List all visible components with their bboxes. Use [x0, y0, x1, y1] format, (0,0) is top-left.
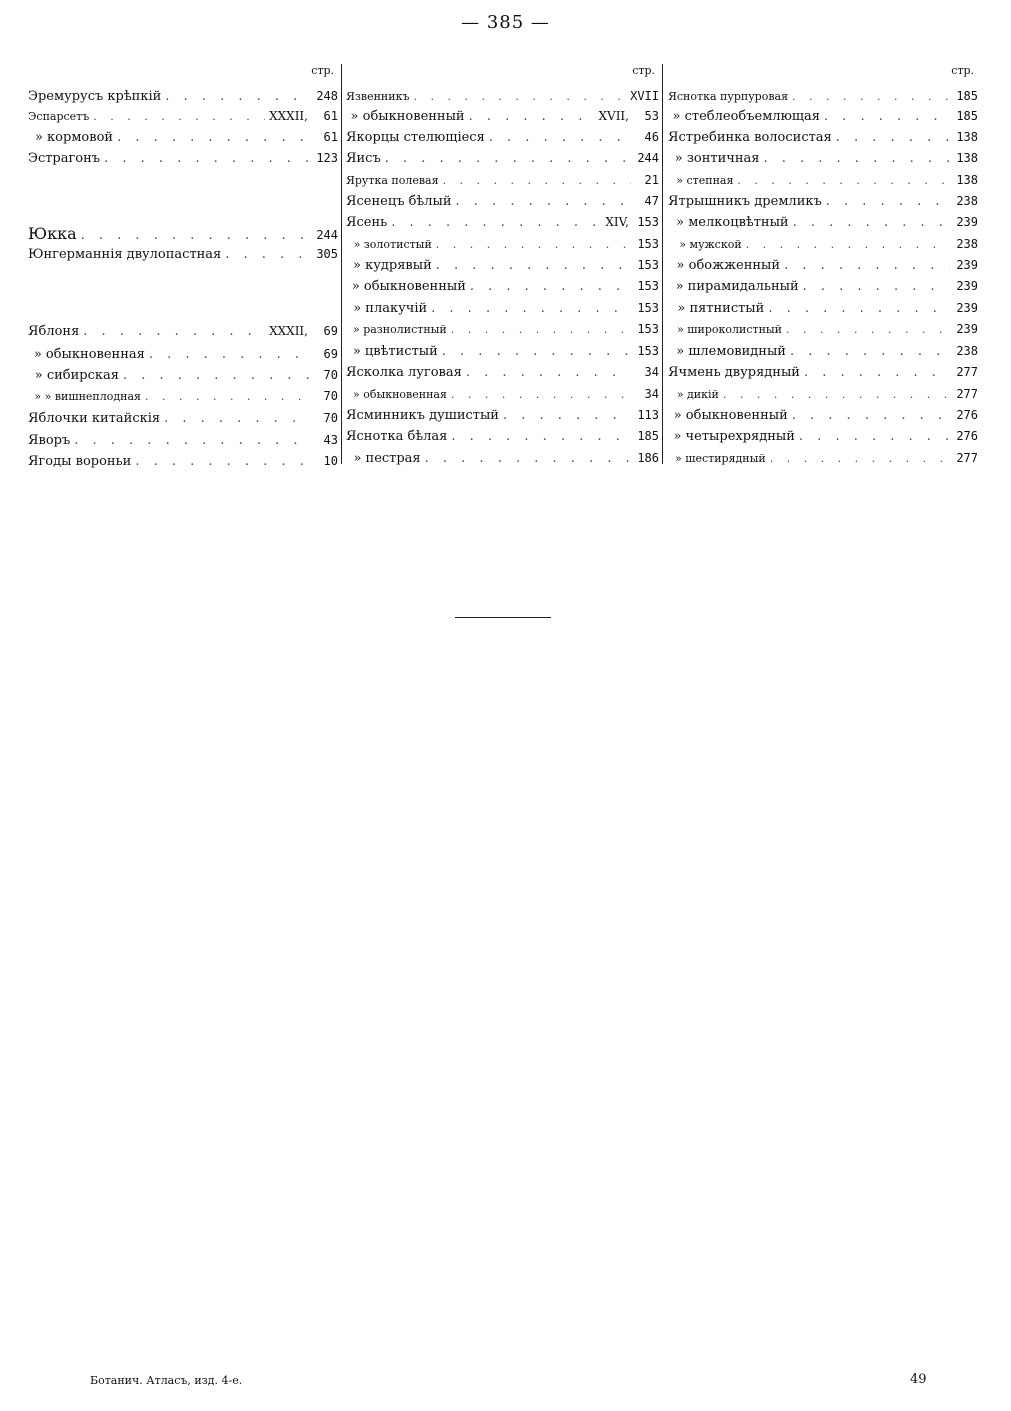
column-header-page: стр.: [951, 64, 974, 77]
entry-name: Ясминникъ душистый: [346, 408, 499, 423]
entry-name: Эстрагонъ: [28, 151, 101, 166]
entry-page: 34: [644, 365, 659, 379]
index-entry: [668, 298, 978, 318]
leader-dots: [149, 345, 310, 365]
entry-name: » широколистный: [677, 323, 783, 336]
entry-page: 239: [956, 215, 978, 229]
entry-page: 153: [637, 279, 659, 293]
entry-name: Ястребинка волосистая: [668, 130, 832, 145]
entry-page: 153: [637, 237, 659, 251]
entry-page: 47: [644, 194, 659, 208]
entry-name: » дикій: [676, 388, 719, 401]
entry-name: Яблочки китайскія: [28, 411, 161, 426]
entry-page: 239: [956, 279, 978, 293]
entry-page: 244: [316, 228, 338, 242]
index-entry: [346, 319, 659, 339]
leader-dots: [799, 427, 950, 447]
index-entry: [668, 448, 978, 468]
leader-dots: [104, 149, 310, 169]
entry-name: » пирамидальный: [675, 279, 799, 294]
entry-plate: XVII,: [598, 109, 629, 123]
entry-page: 61: [323, 130, 338, 144]
entry-page: 153: [637, 215, 659, 229]
entry-name: » мужской: [679, 238, 742, 251]
leader-dots: [451, 385, 631, 405]
entry-name: Яблоня: [28, 324, 80, 339]
index-entry: [346, 384, 659, 404]
leader-dots: [135, 452, 310, 472]
leader-dots: [74, 431, 310, 451]
leader-dots: [413, 87, 626, 107]
leader-dots: [442, 342, 631, 362]
entry-name: Яснотка пурпуровая: [668, 90, 789, 103]
index-entry: [668, 234, 978, 254]
entry-name: » стеблеобъемлющая: [672, 109, 820, 124]
entry-name: » цвѣтистый: [352, 344, 438, 359]
column-header-page: стр.: [632, 64, 655, 77]
index-entry: [28, 408, 338, 428]
entry-name: » разнолистный: [352, 323, 447, 336]
leader-dots: [436, 235, 631, 255]
entry-page: 277: [956, 451, 978, 465]
entry-page: 46: [644, 130, 659, 144]
entry-plate: XXXII,: [269, 324, 308, 338]
entry-name: » кормовой: [34, 130, 114, 145]
leader-dots: [503, 406, 631, 426]
entry-page: 277: [956, 387, 978, 401]
entry-page: 244: [637, 151, 659, 165]
index-entry: [28, 127, 338, 147]
index-entry: [346, 106, 659, 126]
index-entry: [668, 148, 978, 168]
index-entry: [28, 386, 338, 406]
index-column-1: [28, 64, 338, 469]
entry-page: 10: [323, 454, 338, 468]
leader-dots: [93, 107, 265, 127]
entry-page: 34: [644, 387, 659, 401]
index-entry: [28, 106, 338, 126]
entry-name: » обыкновенная: [352, 388, 447, 401]
entry-page: 123: [316, 151, 338, 165]
leader-dots: [470, 277, 631, 297]
entry-page: 69: [323, 347, 338, 361]
index-entry: [668, 86, 978, 106]
leader-dots: [763, 149, 950, 169]
entry-page: 305: [316, 247, 338, 261]
leader-dots: [83, 322, 265, 342]
index-columns: [28, 64, 978, 474]
entry-name: » плакучій: [353, 301, 428, 316]
leader-dots: [145, 387, 310, 407]
entry-name: Юкка: [28, 224, 77, 243]
footer-signature: 49: [910, 1372, 927, 1387]
entry-page: 239: [956, 258, 978, 272]
index-entry: [28, 451, 338, 471]
entry-name: » » вишнеплодная: [34, 390, 141, 403]
entry-name: » кудрявый: [353, 258, 432, 273]
leader-dots: [117, 128, 310, 148]
index-entry: [346, 148, 659, 168]
leader-dots: [792, 87, 950, 107]
index-entry: [28, 244, 338, 264]
leader-dots: [737, 171, 950, 191]
entry-name: » обожженный: [676, 258, 781, 273]
entry-page: 277: [956, 365, 978, 379]
leader-dots: [425, 449, 631, 469]
entry-page: 70: [323, 368, 338, 382]
index-entry: [668, 362, 978, 382]
column-divider: [662, 64, 663, 464]
index-entry: [668, 191, 978, 211]
entry-name: Ячмень двурядный: [668, 365, 800, 380]
leader-dots: [165, 87, 310, 107]
leader-dots: [451, 427, 631, 447]
leader-dots: [225, 245, 310, 265]
entry-name: Эремурусъ крѣпкій: [28, 89, 162, 104]
entry-name: Яисъ: [346, 151, 381, 166]
index-entry: [346, 341, 659, 361]
index-column-3: [668, 64, 978, 464]
entry-name: » шестирядный: [674, 452, 766, 465]
index-entry: [346, 212, 659, 232]
entry-name: Ятрышникъ дремликъ: [668, 194, 822, 209]
entry-page: 153: [637, 344, 659, 358]
index-entry: [346, 191, 659, 211]
index-entry: [346, 255, 659, 275]
entry-page: 61: [323, 109, 338, 123]
entry-page: 138: [956, 151, 978, 165]
entry-page: 238: [956, 237, 978, 251]
entry-name: Ягоды вороньи: [28, 454, 132, 469]
index-entry: [346, 127, 659, 147]
entry-page: 70: [323, 411, 338, 425]
leader-dots: [768, 299, 950, 319]
end-rule: [455, 617, 551, 618]
leader-dots: [784, 256, 950, 276]
entry-name: » сибирская: [34, 368, 119, 383]
index-entry: [346, 86, 659, 106]
entry-page: 53: [644, 109, 659, 123]
leader-dots: [793, 213, 950, 233]
entry-name: » мелкоцвѣтный: [676, 215, 789, 230]
entry-page: 185: [956, 89, 978, 103]
index-entry: [346, 362, 659, 382]
entry-name: » зонтичная: [674, 151, 760, 166]
index-entry: [668, 405, 978, 425]
entry-name: » пестрая: [353, 451, 421, 466]
entry-name: » пятнистый: [677, 301, 765, 316]
column-divider: [341, 64, 342, 464]
leader-dots: [469, 107, 595, 127]
leader-dots: [456, 192, 631, 212]
entry-page: 239: [956, 322, 978, 336]
index-entry: [668, 127, 978, 147]
index-entry: [28, 430, 338, 450]
entry-page: 238: [956, 344, 978, 358]
entry-page: 153: [637, 258, 659, 272]
entry-page: 276: [956, 429, 978, 443]
entry-page: 153: [637, 301, 659, 315]
footer-edition: Ботанич. Атласъ, изд. 4-е.: [90, 1374, 243, 1387]
entry-name: Яснотка бѣлая: [346, 429, 448, 444]
entry-page: 185: [956, 109, 978, 123]
index-entry: [346, 234, 659, 254]
index-entry: [668, 255, 978, 275]
index-entry: [346, 448, 659, 468]
index-entry: [346, 170, 659, 190]
entry-name: Ярутка полевая: [346, 174, 439, 187]
index-entry: [28, 224, 338, 244]
leader-dots: [436, 256, 631, 276]
entry-page: 186: [637, 451, 659, 465]
entry-name: Ясенецъ бѣлый: [346, 194, 452, 209]
index-entry: [668, 341, 978, 361]
leader-dots: [770, 449, 950, 469]
leader-dots: [391, 213, 601, 233]
leader-dots: [489, 128, 631, 148]
leader-dots: [786, 320, 950, 340]
entry-name: Яворъ: [28, 433, 71, 448]
leader-dots: [824, 107, 950, 127]
leader-dots: [804, 363, 950, 383]
entry-name: Ясень: [346, 215, 388, 230]
index-entry: [28, 365, 338, 385]
leader-dots: [81, 226, 310, 246]
page-number: — 385 —: [461, 12, 550, 33]
entry-page: XVII: [630, 89, 659, 103]
index-entry: [28, 148, 338, 168]
entry-page: 239: [956, 301, 978, 315]
index-entry: [346, 405, 659, 425]
entry-name: Ясколка луговая: [346, 365, 462, 380]
index-entry: [668, 426, 978, 446]
entry-name: Эспарсетъ: [28, 110, 90, 123]
leader-dots: [164, 409, 310, 429]
leader-dots: [123, 366, 310, 386]
entry-page: 69: [323, 324, 338, 338]
entry-page: 113: [637, 408, 659, 422]
entry-page: 138: [956, 173, 978, 187]
leader-dots: [792, 406, 950, 426]
index-entry: [668, 276, 978, 296]
entry-name: » шлемовидный: [676, 344, 786, 359]
leader-dots: [451, 320, 631, 340]
leader-dots: [723, 385, 950, 405]
entry-name: Юнгерманнія двулопастная: [28, 247, 222, 262]
entry-name: » обыкновенный: [351, 279, 466, 294]
entry-page: 238: [956, 194, 978, 208]
index-entry: [28, 344, 338, 364]
entry-name: Язвенникъ: [346, 90, 410, 103]
leader-dots: [385, 149, 631, 169]
index-entry: [346, 298, 659, 318]
entry-page: 153: [637, 322, 659, 336]
leader-dots: [836, 128, 950, 148]
entry-plate: XIV,: [605, 215, 629, 229]
leader-dots: [826, 192, 950, 212]
leader-dots: [790, 342, 950, 362]
index-entry: [668, 170, 978, 190]
entry-page: 276: [956, 408, 978, 422]
entry-name: » обыкновенная: [33, 347, 145, 362]
column-header-page: стр.: [311, 64, 334, 77]
index-entry: [668, 384, 978, 404]
leader-dots: [431, 299, 631, 319]
entry-name: » обыкновенный: [673, 408, 788, 423]
index-entry: [346, 426, 659, 446]
leader-dots: [803, 277, 950, 297]
entry-page: 185: [637, 429, 659, 443]
entry-plate: XXXII,: [269, 109, 308, 123]
entry-name: » обыкновенный: [350, 109, 465, 124]
entry-name: » золотистый: [353, 238, 432, 251]
index-entry: [28, 321, 338, 341]
index-entry: [28, 86, 338, 106]
entry-page: 21: [644, 173, 659, 187]
index-entry: [346, 276, 659, 296]
index-column-2: [346, 64, 659, 464]
leader-dots: [443, 171, 631, 191]
entry-page: 70: [323, 389, 338, 403]
entry-name: » четырехрядный: [673, 429, 795, 444]
leader-dots: [466, 363, 631, 383]
entry-page: 248: [316, 89, 338, 103]
entry-page: 138: [956, 130, 978, 144]
index-entry: [668, 212, 978, 232]
index-entry: [668, 106, 978, 126]
index-entry: [668, 319, 978, 339]
entry-page: 43: [323, 433, 338, 447]
leader-dots: [746, 235, 950, 255]
entry-name: » степная: [676, 174, 734, 187]
entry-name: Якорцы стелющіеся: [346, 130, 485, 145]
